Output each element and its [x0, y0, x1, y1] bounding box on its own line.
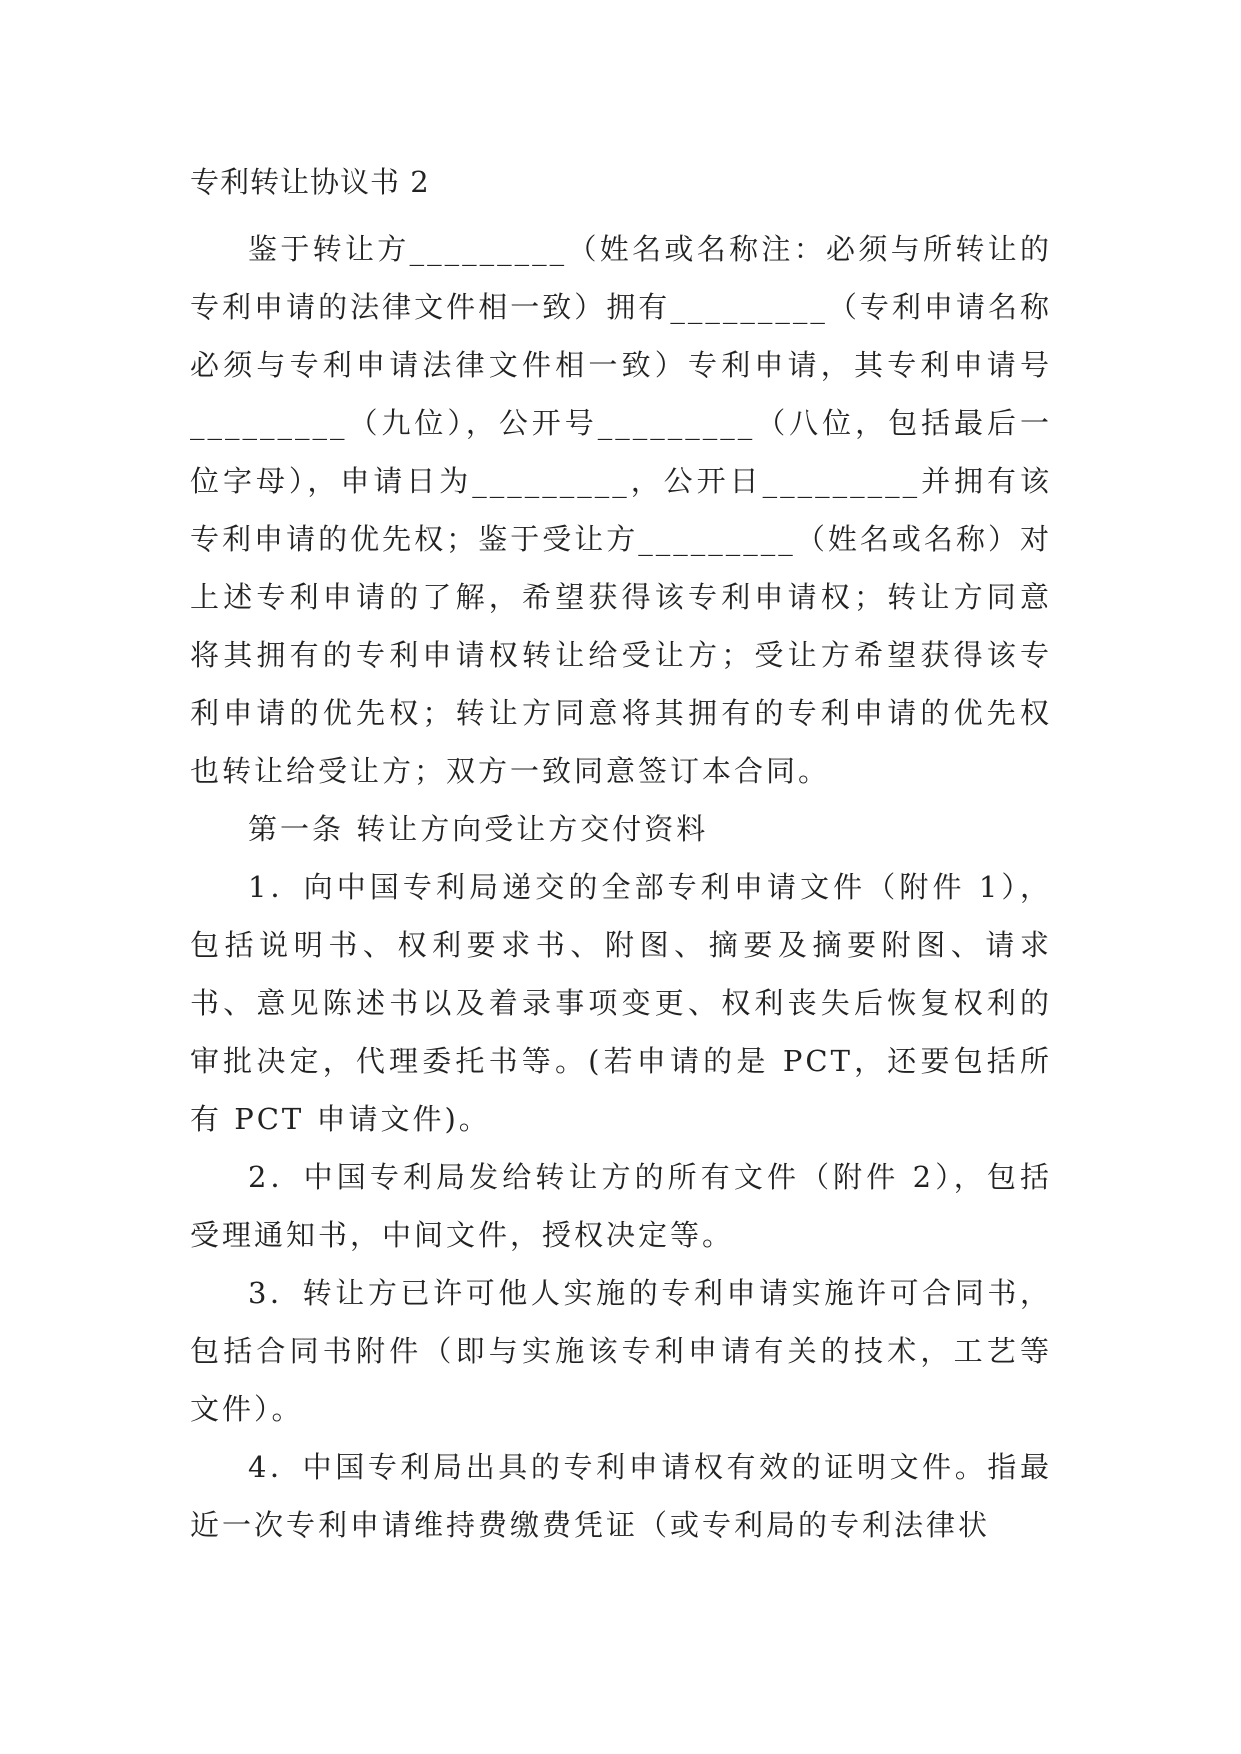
- document-title: 专利转让协议书 2: [190, 165, 430, 199]
- preamble-paragraph: 鉴于转让方_________（姓名或名称注：必须与所转让的专利申请的法律文件相一致）拥有_________（专利申请名称必须与专利申请法律文件相一致）专利申请，其专利申请号_________（九位），公开号_________（八位，包括最后一位字母），申请日为_________，公开日_________并拥有该专利申请的优先权；鉴于受让方_________（姓名或名称）对上述专利申请的了解，希望获得该专利申请权；转让方同意将其拥有的专利申请权转让给受让方；受让方希望获得该专利申请的优先权；转让方同意将其拥有的专利申请的优先权也转让给受让方；双方一致同意签订本合同。: [190, 232, 1052, 788]
- list-item: 1．向中国专利局递交的全部专利申请文件（附件 1），包括说明书、权利要求书、附图、摘要及摘要附图、请求书、意见陈述书以及着录事项变更、权利丧失后恢复权利的审批决定，代理委托书等。(若申请的是 PCT，还要包括所有 PCT 申请文件)。: [190, 870, 1052, 1136]
- list-item: 4．中国专利局出具的专利申请权有效的证明文件。指最近一次专利申请维持费缴费凭证（或专利局的专利法律状: [190, 1450, 1052, 1542]
- document-page: [190, 162, 1052, 1554]
- article-heading: 第一条 转让方向受让方交付资料: [248, 812, 709, 846]
- list-item: 3．转让方已许可他人实施的专利申请实施许可合同书，包括合同书附件（即与实施该专利申请有关的技术，工艺等文件）。: [190, 1276, 1052, 1426]
- list-item: 2．中国专利局发给转让方的所有文件（附件 2），包括受理通知书，中间文件，授权决定等。: [190, 1160, 1052, 1252]
